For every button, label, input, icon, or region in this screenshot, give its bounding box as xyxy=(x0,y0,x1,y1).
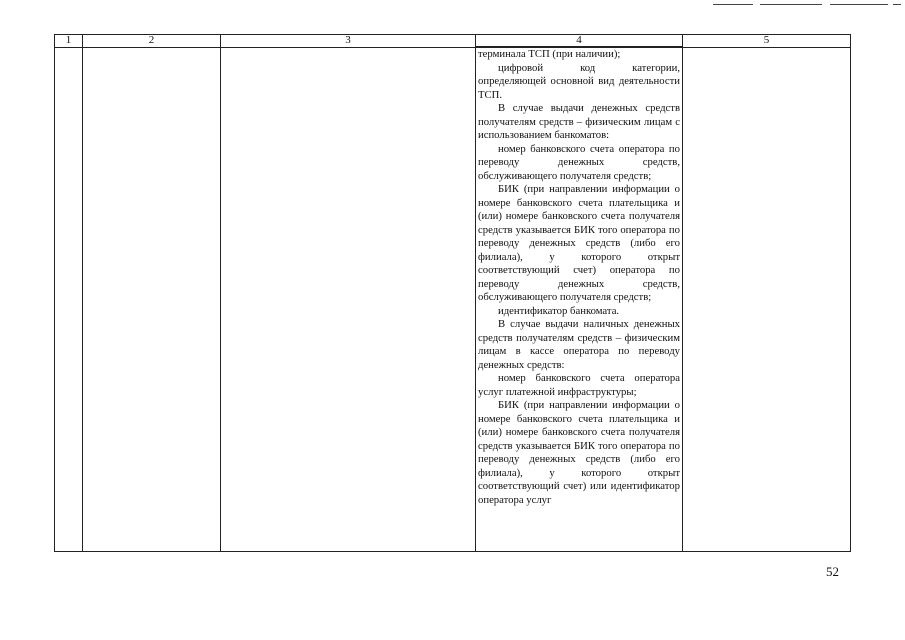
column-header-1: 1 xyxy=(55,35,83,48)
paragraph: идентификатор банкомата. xyxy=(498,304,620,317)
cell-column-5 xyxy=(683,47,851,552)
paragraph: номер банковского счета оператора по переводу денежных средств, обслуживающего получателя средств; xyxy=(478,142,680,182)
paragraph: В случае выдачи наличных денежных средств получателям средств – физическим лицам в кассе оператора по переводу денежных средств: xyxy=(478,318,680,371)
paragraph: БИК (при направлении информации о номере банковского счета плательщика и (или) номере банковского счета получателя средств указывается БИК того оператора по переводу денежных средств (либо его филиала), у которого открыт соответствующий счет) оператора по переводу денежных средств, обслуживающего получателя средств; xyxy=(478,183,680,303)
column-header-3: 3 xyxy=(221,35,476,48)
top-rule-4 xyxy=(893,4,901,5)
cell-column-2 xyxy=(83,47,221,552)
cell-column-1 xyxy=(55,47,83,552)
top-rule-1 xyxy=(713,4,753,5)
table-header-row xyxy=(55,35,851,48)
document-table xyxy=(54,34,851,552)
cell-column-3 xyxy=(221,47,476,552)
paragraph: БИК (при направлении информации о номере банковского счета плательщика и (или) номере банковского счета получателя средств указывается БИК того оператора по переводу денежных средств (либо его филиала), у которого открыт соответствующий счет) или идентификатор оператора услуг xyxy=(478,399,680,506)
paragraph: цифровой код категории, определяющей основной вид деятельности ТСП. xyxy=(478,61,680,101)
paragraph: номер банковского счета оператора услуг платежной инфраструктуры; xyxy=(478,372,680,398)
column-4-text xyxy=(476,48,682,507)
paragraph: В случае выдачи денежных средств получателям средств – физическим лицам с использованием банкоматов: xyxy=(478,102,680,141)
cell-column-4 xyxy=(476,47,683,552)
table-row xyxy=(55,47,851,552)
column-header-2: 2 xyxy=(83,35,221,48)
page-number: 52 xyxy=(826,564,839,579)
column-header-5: 5 xyxy=(683,35,851,48)
paragraph: терминала ТСП (при наличии); xyxy=(478,48,621,60)
column-header-4: 4 xyxy=(476,35,683,48)
top-rule-2 xyxy=(760,4,822,5)
top-rule-3 xyxy=(830,4,888,5)
